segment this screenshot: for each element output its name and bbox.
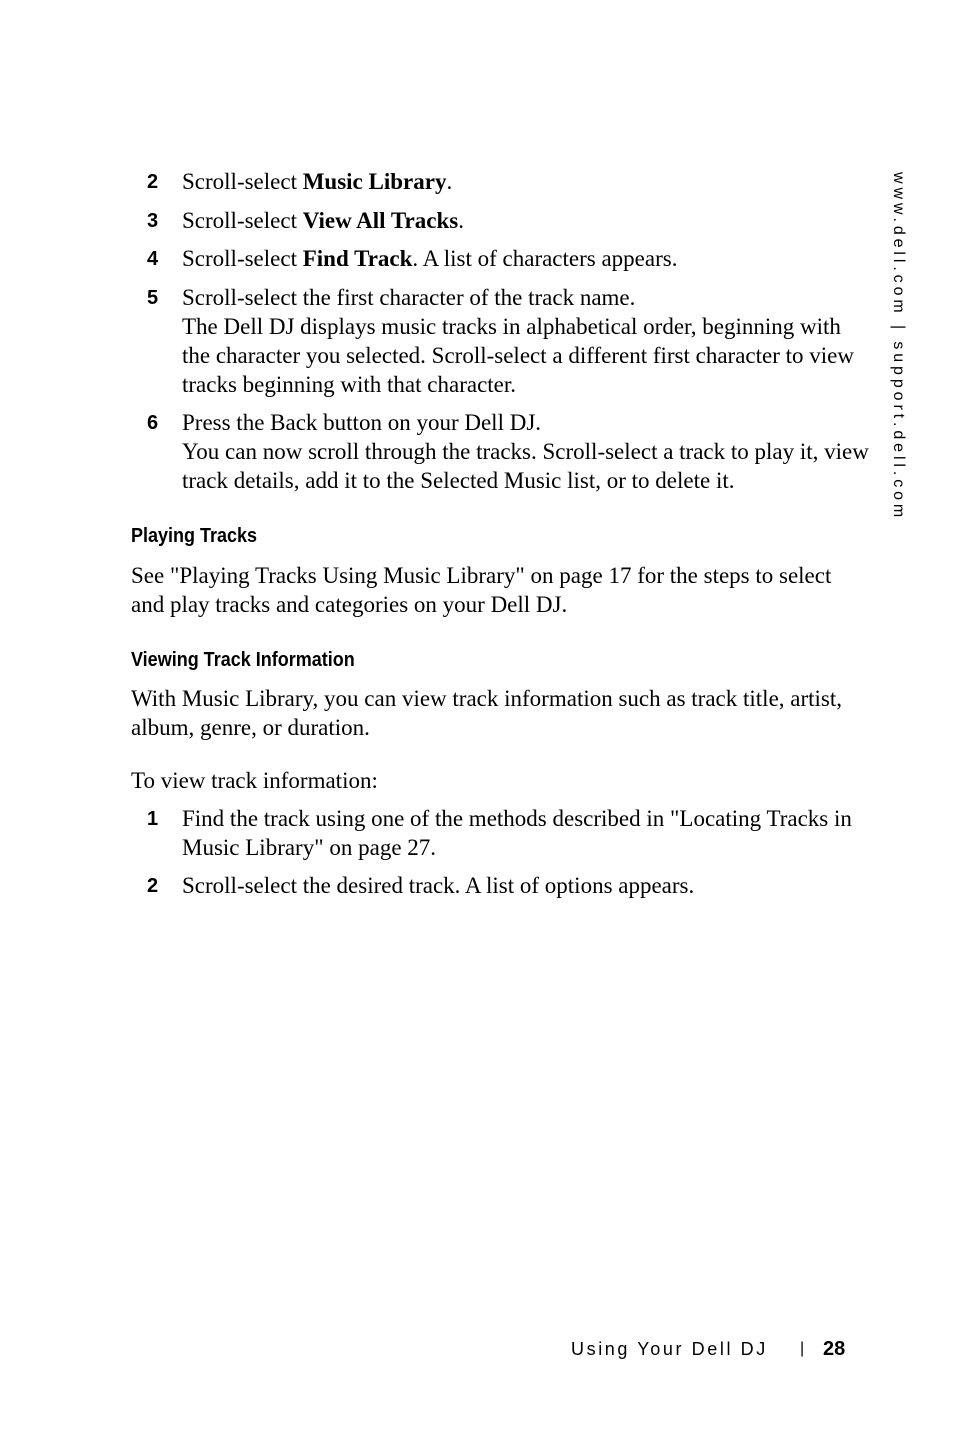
step-text-plain: . [446, 169, 453, 194]
step-detail: You can now scroll through the tracks. Scroll-select a track to play it, view track details, add it to the Selected Music list, or to delete it. [182, 439, 869, 493]
footer-title: Using Your Dell DJ [571, 1339, 768, 1359]
section-heading-playing-tracks: Playing Tracks [131, 525, 258, 547]
paragraph: With Music Library, you can view track information such as track title, artist, album, genre, or duration. [131, 686, 843, 740]
section-heading-viewing-track-information: Viewing Track Information [131, 649, 355, 671]
step-number: 2 [147, 171, 159, 193]
section-body-viewing-track-information [131, 684, 866, 742]
procedure-intro [131, 766, 866, 795]
side-url: www.dell.com | support.dell.com [890, 172, 907, 522]
step-text [182, 167, 872, 196]
step-text [182, 804, 872, 862]
step-text-bold: View All Tracks [302, 208, 459, 233]
step-number: 3 [147, 210, 159, 232]
step-number: 4 [147, 248, 159, 270]
step-text-bold: Find Track [302, 246, 413, 271]
section-body-playing-tracks [131, 561, 866, 619]
step-number: 2 [147, 875, 159, 897]
step-text [182, 244, 872, 273]
step-text-plain: Find the track using one of the methods described in "Locating Tracks in Music Library" on page 27. [182, 806, 852, 860]
step-text-plain: Scroll-select [182, 246, 303, 271]
step-text [182, 871, 872, 900]
step-text [182, 408, 872, 495]
paragraph: See "Playing Tracks Using Music Library" on page 17 for the steps to select and play tracks and categories on your Dell DJ. [131, 563, 832, 617]
step-text-plain: . A list of characters appears. [412, 246, 678, 271]
step-text-plain: Scroll-select the first character of the track name. [182, 285, 636, 310]
footer-separator: | [800, 1340, 805, 1357]
step-text [182, 283, 872, 399]
step-text-plain: Press the Back button on your Dell DJ. [182, 410, 542, 435]
step-text-plain: . [458, 208, 464, 233]
step-text-plain: Scroll-select [182, 208, 303, 233]
page-footer [560, 1334, 850, 1364]
step-number: 5 [147, 287, 159, 309]
step-text-plain: Scroll-select the desired track. A list of options appears. [182, 873, 695, 898]
step-number: 6 [147, 412, 159, 434]
step-text [182, 206, 872, 235]
step-number: 1 [147, 808, 159, 830]
paragraph: To view track information: [131, 768, 378, 793]
page-number: 28 [823, 1338, 846, 1360]
step-text-bold: Music Library [302, 169, 447, 194]
step-text-plain: Scroll-select [182, 169, 303, 194]
step-detail: The Dell DJ displays music tracks in alphabetical order, beginning with the character you selected. Scroll-select a different first character to view tracks beginning with that character. [182, 314, 854, 397]
